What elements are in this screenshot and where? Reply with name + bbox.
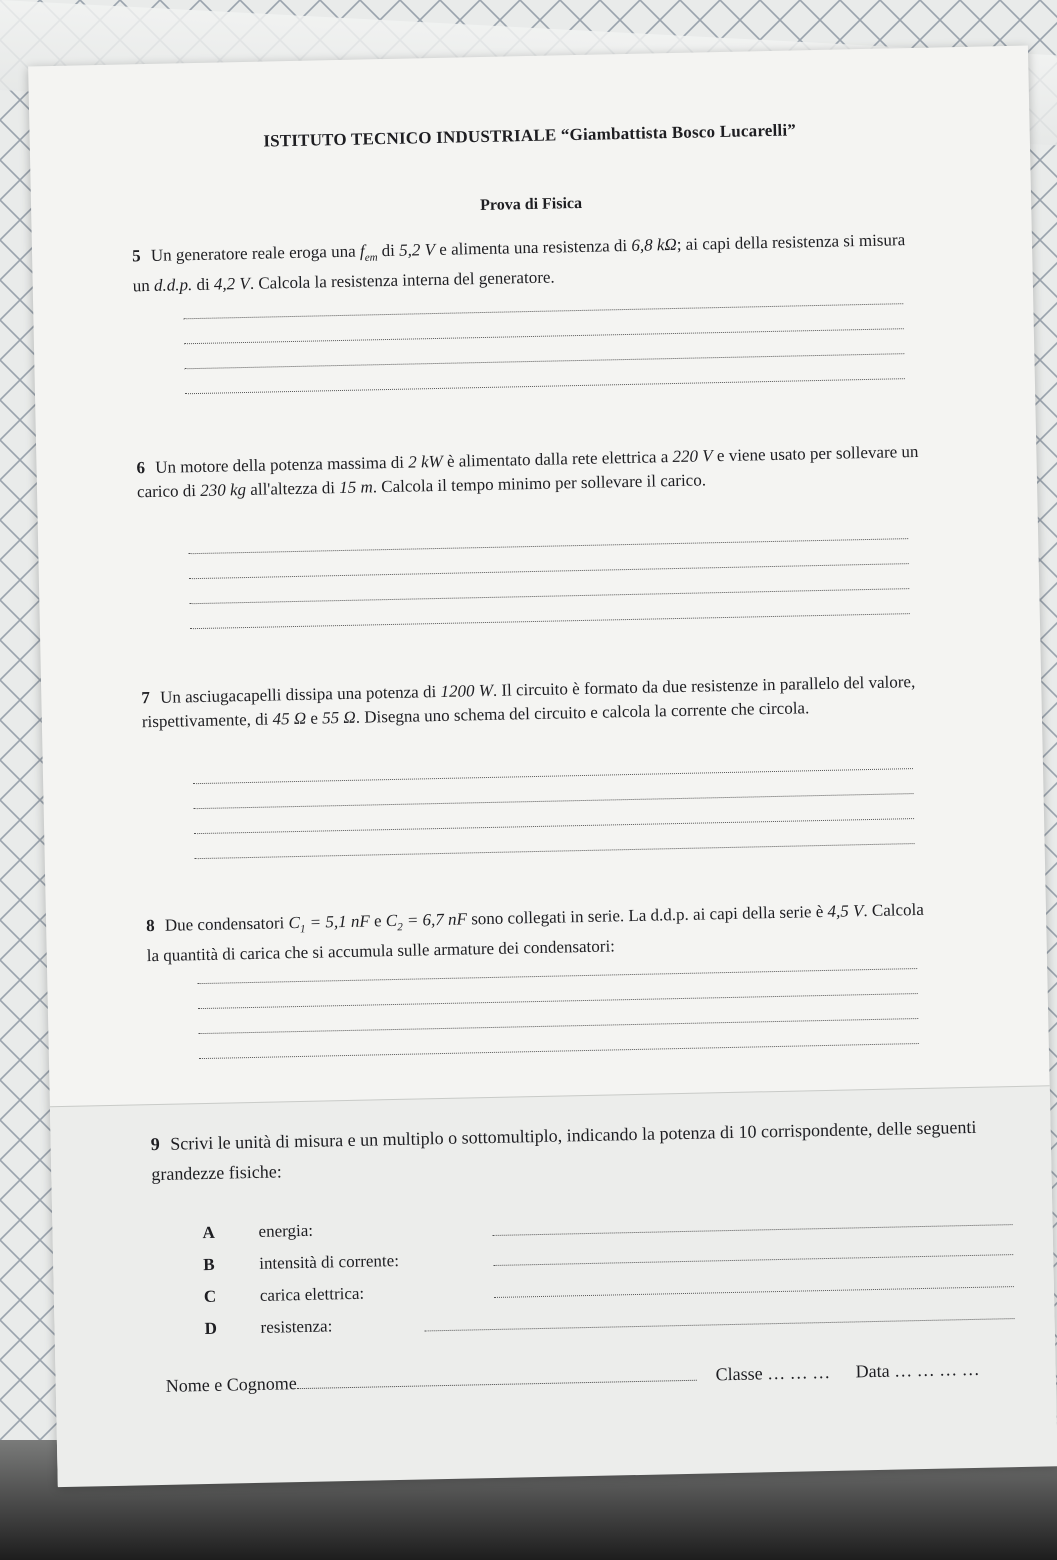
answer-line[interactable] bbox=[190, 613, 910, 629]
date-field bbox=[855, 1359, 979, 1383]
q-value: 230 kg bbox=[200, 480, 247, 500]
question-number: 7 bbox=[141, 688, 151, 708]
name-label: Nome e Cognome bbox=[165, 1373, 297, 1396]
answer-line[interactable] bbox=[184, 328, 904, 344]
answer-area-7[interactable] bbox=[193, 768, 915, 883]
school-name: ISTITUTO TECNICO INDUSTRIALE “Giambattista Bosco Lucarelli” bbox=[263, 120, 797, 151]
q-value: d.d.p. bbox=[153, 275, 193, 296]
item-a bbox=[202, 1221, 313, 1243]
q-text: di bbox=[192, 275, 215, 295]
q-value: 6,8 kΩ bbox=[631, 234, 677, 255]
item-d bbox=[204, 1316, 332, 1339]
answer-line[interactable] bbox=[188, 538, 908, 554]
q-text: all'altezza di bbox=[245, 478, 340, 499]
q-text: è alimentato dalla rete elettrica a bbox=[442, 447, 673, 471]
q-text: e viene usato per sollevare un carico di bbox=[136, 441, 919, 502]
question-6 bbox=[136, 440, 927, 505]
date-label: Data bbox=[855, 1360, 890, 1382]
item-b bbox=[203, 1251, 399, 1275]
item-label: carica elettrica: bbox=[259, 1283, 365, 1305]
answer-area-6[interactable] bbox=[188, 538, 910, 653]
q-subscript: 2 bbox=[397, 921, 403, 934]
question-number: 8 bbox=[145, 916, 155, 936]
class-input-line[interactable]: … … … bbox=[766, 1361, 831, 1384]
answer-line[interactable] bbox=[194, 793, 914, 809]
answer-area-5[interactable] bbox=[183, 303, 905, 418]
answer-line[interactable] bbox=[197, 968, 917, 984]
q-value: 55 Ω bbox=[321, 707, 356, 728]
q-text: Un asciugacapelli dissipa una potenza di bbox=[159, 681, 441, 707]
answer-area-8[interactable] bbox=[197, 968, 919, 1083]
q-text: Scrivi le unità di misura e un multiplo o sottomultiplo, indicando la potenza di 10 corrispondente, delle seguenti grandezze fisiche: bbox=[151, 1116, 977, 1185]
q-text: e bbox=[305, 708, 323, 728]
q-text: e bbox=[369, 911, 386, 931]
q-text: . Calcola la quantità di carica che si accumula sulle armature dei condensatori: bbox=[146, 899, 925, 966]
q-text: . Il circuito è formato da due resistenze in parallelo del valore, rispettivamente, di bbox=[141, 672, 916, 732]
item-letter: C bbox=[203, 1286, 217, 1307]
item-letter: D bbox=[204, 1318, 218, 1339]
q-text: ; ai capi della resistenza si misura un bbox=[132, 230, 906, 296]
item-label: intensità di corrente: bbox=[259, 1250, 400, 1273]
answer-line[interactable] bbox=[198, 993, 918, 1009]
answer-line[interactable] bbox=[198, 1018, 918, 1034]
q-subscript: 1 bbox=[299, 923, 306, 936]
q-text: . Disegna uno schema del circuito e calcola la corrente che circola. bbox=[355, 698, 810, 727]
q-value: 4,2 V bbox=[213, 274, 251, 295]
q-symbol: C bbox=[385, 910, 398, 931]
q-value: = 6,7 nF bbox=[402, 909, 468, 930]
item-c bbox=[204, 1284, 365, 1307]
question-number: 9 bbox=[150, 1133, 160, 1155]
answer-line[interactable] bbox=[199, 1043, 919, 1059]
q-text: . Calcola la resistenza interna del generatore. bbox=[249, 267, 555, 294]
q-subscript: em bbox=[364, 251, 378, 264]
q-value: 220 V bbox=[672, 446, 713, 467]
q-value: 4,5 V bbox=[827, 901, 864, 921]
date-input-line[interactable]: … … … … bbox=[893, 1358, 980, 1381]
q-value: 2 kW bbox=[408, 451, 443, 472]
q-text: Un generatore reale eroga una bbox=[150, 241, 361, 265]
q-symbol: C bbox=[288, 912, 301, 933]
answer-line[interactable] bbox=[193, 768, 913, 784]
question-number: 5 bbox=[131, 246, 141, 266]
q-text: Due condensatori bbox=[164, 913, 289, 935]
item-letter: B bbox=[203, 1254, 215, 1275]
q-text: sono collegati in serie. La d.d.p. ai capi della serie è bbox=[466, 901, 828, 929]
q-value: 1200 W bbox=[440, 680, 494, 701]
class-label: Classe bbox=[715, 1363, 763, 1385]
exam-sheet bbox=[28, 46, 1057, 1487]
item-letter: A bbox=[202, 1222, 216, 1243]
q-value: 15 m bbox=[339, 477, 373, 498]
q-value: 45 Ω bbox=[272, 708, 307, 729]
question-7 bbox=[141, 670, 932, 735]
q-text: Un motore della potenza massima di bbox=[155, 452, 409, 477]
q-value: = 5,1 nF bbox=[305, 911, 370, 932]
answer-line[interactable] bbox=[184, 353, 904, 369]
answer-line[interactable] bbox=[189, 563, 909, 579]
class-field bbox=[715, 1362, 830, 1385]
answer-line[interactable] bbox=[183, 303, 903, 319]
q-symbol: f bbox=[359, 241, 365, 261]
question-5 bbox=[132, 228, 923, 299]
question-number: 6 bbox=[136, 458, 146, 478]
q-value: 5,2 V bbox=[398, 239, 436, 260]
answer-line[interactable] bbox=[189, 588, 909, 604]
answer-line[interactable] bbox=[185, 378, 905, 394]
test-title: Prova di Fisica bbox=[479, 194, 583, 215]
answer-line[interactable] bbox=[194, 818, 914, 834]
q-text: . Calcola il tempo minimo per sollevare il carico. bbox=[372, 470, 707, 497]
question-8 bbox=[146, 898, 937, 969]
q-text: e alimenta una resistenza di bbox=[434, 235, 632, 259]
q-text: di bbox=[377, 240, 400, 261]
item-label: energia: bbox=[258, 1220, 314, 1241]
answer-line[interactable] bbox=[195, 843, 915, 859]
item-label: resistenza: bbox=[260, 1316, 333, 1337]
